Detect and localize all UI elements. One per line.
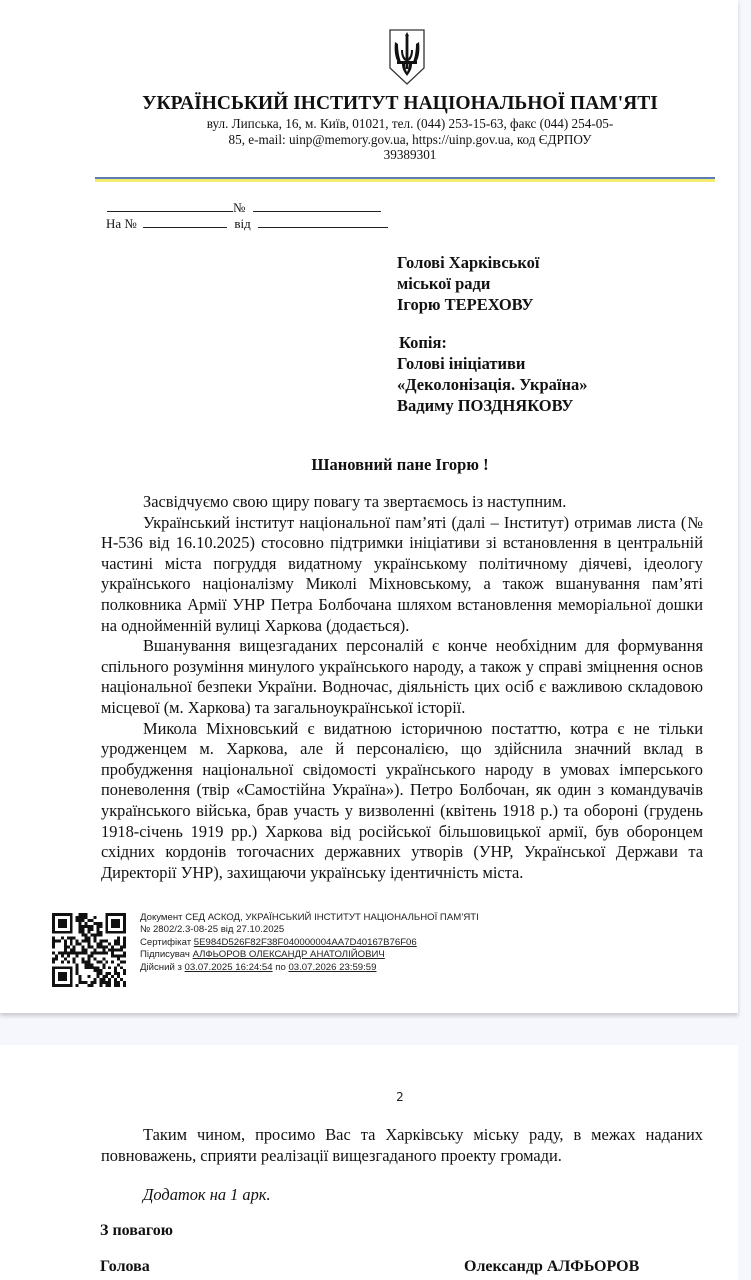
- copy-line: Голові ініціативи: [397, 354, 526, 373]
- blank-reply-date-line: [258, 216, 388, 228]
- blank-number-line: [253, 200, 381, 212]
- valid-from-value: 03.07.2025 16:24:54: [184, 961, 273, 973]
- organization-address: [100, 116, 720, 163]
- body-paragraph: Український інститут національної пам’яті (далі – Інститут) отримав листа (№ Н-536 від 16.10.2025) стосовно підтримки ініціативи зі встановлення в центральній частині міста погруддя видатному українському політичному діячеві, ідеологу українського націоналізму Миколі Міхновському, а також вшанування пам’яті полковника Армії УНР Петра Болбочана шляхом встановлення меморіальної дошки на однойменній вулиці Харкова (додається).: [101, 512, 703, 635]
- header-rule-yellow: [95, 179, 715, 182]
- copy-line: Вадиму ПОЗДНЯКОВУ: [397, 396, 574, 415]
- body-paragraph: Вшанування вищезгаданих персоналій є конче необхідним для формування спільного розуміння минулого українського народу, а також у справі зміцнення основ національної безпеки України. Водночас, діяльність цих осіб є важливою складовою місцевої (м. Харкова) та загальноукраїнської історії.: [101, 636, 703, 717]
- regards: З повагою: [100, 1222, 173, 1239]
- blank-reply-number-line: [143, 216, 227, 228]
- valid-from-label: Дійсний з: [140, 961, 182, 973]
- organization-name: УКРАЇНСЬКИЙ ІНСТИТУТ НАЦІОНАЛЬНОЇ ПАМ'ЯТІ: [142, 93, 658, 114]
- signer-value: АЛФЬОРОВ ОЛЕКСАНДР АНАТОЛІЙОВИЧ: [192, 949, 385, 961]
- signature-signer-line: [140, 949, 479, 961]
- number-label: №: [233, 200, 246, 215]
- signer-position: Голова: [100, 1258, 150, 1275]
- signer-label: Підписувач: [140, 949, 190, 961]
- letter-body: [101, 492, 703, 883]
- certificate-value: 5E984D526F82F38F040000004AA7D40167B76F06: [193, 936, 417, 948]
- valid-to-value: 03.07.2026 23:59:59: [288, 961, 377, 973]
- reply-registration: [106, 216, 388, 232]
- valid-to-label: по: [275, 961, 286, 973]
- reply-label: На №: [106, 216, 137, 231]
- signature-certificate-line: [140, 937, 479, 949]
- attachment-note: Додаток на 1 арк.: [143, 1185, 271, 1204]
- addressee-block: [397, 252, 540, 315]
- addressee-line: Голові Харківської: [397, 253, 540, 272]
- certificate-label: Сертифікат: [140, 936, 192, 948]
- signature-registration-line: № 2802/2.3-08-25 від 27.10.2025: [140, 924, 285, 936]
- closing-paragraph: Таким чином, просимо Вас та Харківську міську раду, в межах наданих повноважень, сприяти реалізації вищезгаданого проекту громади.: [101, 1125, 703, 1165]
- salutation: Шановний пане Ігорю !: [311, 455, 489, 474]
- blank-date-line: [107, 200, 233, 212]
- copy-recipient-block: [397, 332, 587, 416]
- electronic-signature-stamp: [140, 912, 479, 974]
- address-line: 39389301: [383, 147, 437, 162]
- copy-label: Копія:: [399, 333, 447, 352]
- body-paragraph: Засвідчуємо свою щиру повагу та звертаємось із наступним.: [143, 492, 567, 511]
- signer-name: Олександр АЛФЬОРОВ: [464, 1258, 640, 1275]
- trident-coat-of-arms-icon: [388, 28, 426, 86]
- addressee-line: міської ради: [397, 274, 491, 293]
- address-line: 85, e-mail: uinp@memory.gov.ua, https://uinp.gov.ua, код ЄДРПОУ: [228, 131, 592, 147]
- copy-line: «Деколонізація. Україна»: [397, 375, 588, 394]
- qr-code-icon: [52, 912, 126, 988]
- date-label: від: [234, 216, 251, 231]
- body-paragraph: Микола Міхновський є видатною історичною постаттю, котра є не тільки уродженцем м. Харкова, але й персоналією, що здійснила значний вклад в пробудження національної свідомості українського народу в умовах імперського поневолення (твір «Самостійна Україна»). Петро Болбочан, як один з командувачів українського війська, брав участь у визволенні (квітень 1918 р.) та обороні (грудень 1918-січень 1919 рр.) Харкова від російської більшовицької армії, був оборонцем східних кордонів тогочасних державних утворів (УНР, Української Держави та Директорії УНР), захищаючи українську ідентичність міста.: [101, 718, 703, 882]
- page-number: 2: [396, 1090, 404, 1104]
- signature-document-line: Документ СЕД АСКОД, УКРАЇНСЬКИЙ ІНСТИТУТ НАЦІОНАЛЬНОЇ ПАМ’ЯТІ: [140, 912, 479, 923]
- document-page-2: [0, 1045, 738, 1280]
- address-line: вул. Липська, 16, м. Київ, 01021, тел. (044) 253-15-63, факс (044) 254-05-: [206, 116, 614, 131]
- addressee-line: Ігорю ТЕРЕХОВУ: [397, 295, 534, 314]
- outgoing-registration: [107, 200, 381, 216]
- signature-validity-line: [140, 962, 479, 974]
